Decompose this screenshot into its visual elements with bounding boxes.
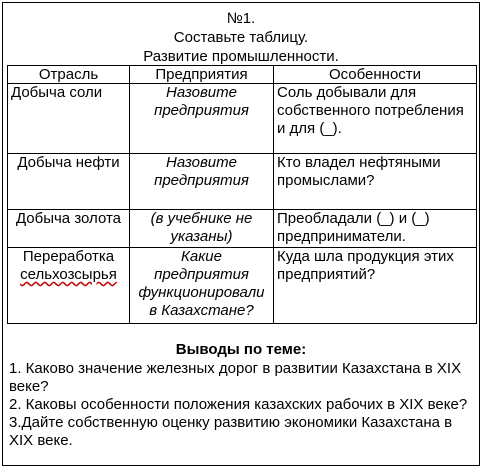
industry-cell-line: Переработка <box>22 248 115 265</box>
features-cell: Соль добывали для собственного потребления и для (_). <box>274 84 477 154</box>
column-header-enterprises: Предприятия <box>130 66 274 84</box>
task-instruction: Составьте таблицу. <box>173 29 309 46</box>
features-cell: Кто владел нефтяными промыслами? <box>274 154 477 210</box>
enterprises-cell: Назовите предприятия <box>130 154 274 210</box>
enterprises-cell: (в учебнике не указаны) <box>130 210 274 248</box>
table-row <box>8 154 477 210</box>
industry-cell: Добыча нефти <box>8 154 130 210</box>
table-row <box>8 84 477 154</box>
features-cell: Куда шла продукция этих предприятий? <box>274 248 477 324</box>
industry-cell: Добыча золота <box>8 210 130 248</box>
question-item: 1. Каково значение железных дорог в развитии Казахстана в XIX веке? <box>9 360 462 395</box>
industry-cell: Добыча соли <box>8 84 130 154</box>
features-cell: Преобладали (_) и (_) предприниматели. <box>274 210 477 248</box>
task-topic: Развитие промышленности. <box>143 48 339 65</box>
column-header-features: Особенности <box>274 66 477 84</box>
industry-table <box>7 65 477 324</box>
conclusions-questions <box>9 360 475 450</box>
enterprises-cell: Какие предприятия функционировали в Казахстане? <box>130 248 274 324</box>
table-row <box>8 210 477 248</box>
enterprises-cell: Назовите предприятия <box>130 84 274 154</box>
question-item: 2. Каковы особенности положения казахских рабочих в XIX веке? <box>9 396 468 413</box>
column-header-industry: Отрасль <box>8 66 130 84</box>
industry-cell <box>8 248 130 324</box>
question-item: 3.Дайте собственную оценку развитию экономики Казахстана в XIX веке. <box>9 414 453 449</box>
table-row <box>8 248 477 324</box>
task-header <box>3 3 479 66</box>
spellcheck-underlined-word: сельхозсырья <box>20 266 117 283</box>
task-number: №1. <box>226 10 256 27</box>
table-header-row <box>8 66 477 84</box>
conclusions-title: Выводы по теме: <box>175 341 307 358</box>
worksheet <box>2 2 480 466</box>
